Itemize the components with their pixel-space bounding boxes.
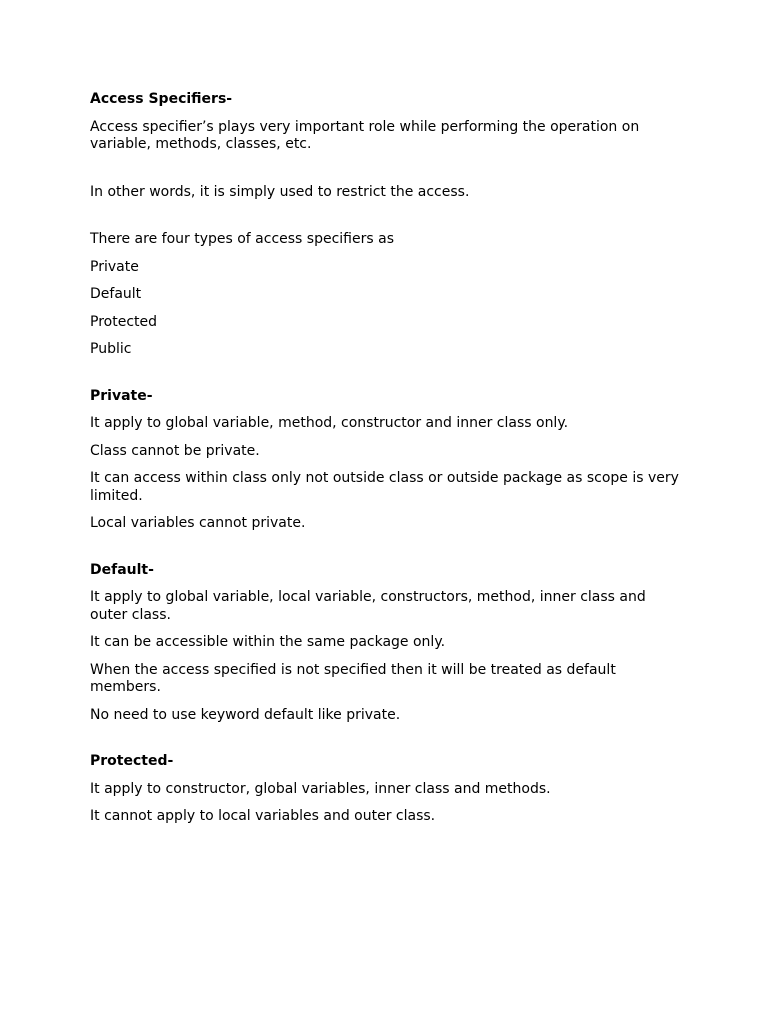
section-heading-private: Private- bbox=[90, 387, 153, 404]
section-heading-default: Default- bbox=[90, 561, 154, 578]
paragraph-four-types: There are four types of access specifiers as bbox=[90, 231, 394, 247]
section-heading-access-specifiers: Access Specifiers- bbox=[90, 91, 233, 107]
paragraph-intro: Access specifier’s plays very important role while performing the operation on variable, methods, classes, etc. bbox=[90, 118, 640, 152]
paragraph-protected-2: It cannot apply to local variables and outer class. bbox=[90, 808, 436, 824]
list-item-protected: Protected bbox=[90, 313, 157, 330]
list-item-default: Default bbox=[90, 286, 142, 302]
paragraph-private-4: Local variables cannot private. bbox=[90, 515, 306, 531]
paragraph-private-1: It apply to global variable, method, constructor and inner class only. bbox=[90, 415, 569, 431]
paragraph-default-3: When the access specified is not specified then it will be treated as default members. bbox=[90, 661, 616, 695]
paragraph-default-2: It can be accessible within the same package only. bbox=[90, 634, 446, 650]
paragraph-default-4: No need to use keyword default like private. bbox=[90, 706, 401, 723]
paragraph-protected-1: It apply to constructor, global variables, inner class and methods. bbox=[90, 780, 551, 797]
paragraph-default-1: It apply to global variable, local variable, constructors, method, inner class and outer class. bbox=[90, 589, 646, 623]
paragraph-restrict: In other words, it is simply used to restrict the access. bbox=[90, 183, 470, 200]
section-heading-protected: Protected- bbox=[90, 753, 174, 769]
list-item-public: Public bbox=[90, 341, 132, 357]
document-body bbox=[90, 91, 680, 836]
paragraph-private-3: It can access within class only not outside class or outside package as scope is very limited. bbox=[90, 470, 679, 504]
paragraph-private-2: Class cannot be private. bbox=[90, 442, 260, 459]
list-item-private: Private bbox=[90, 258, 139, 275]
